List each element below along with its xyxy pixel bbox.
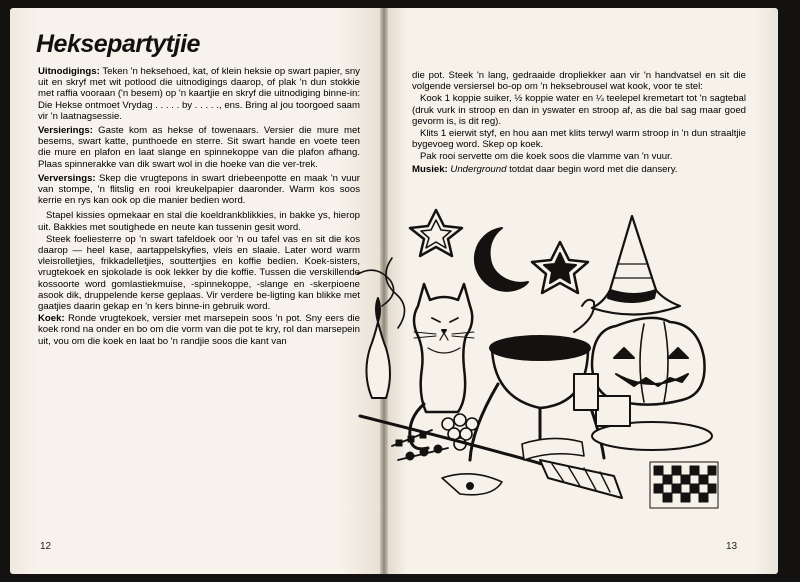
versierings-label: Versierings: xyxy=(38,125,93,137)
musiek-paragraph xyxy=(412,164,746,175)
koppie-paragraph: Kook 1 koppie suiker, ½ koppie water en ¼ teelepel kremetart tot 'n sagtebal (druk vurk in stroop en dan in yswater en stroop af, as die bal sag maar goed gevorm is, is dit reg). xyxy=(412,93,746,127)
black-cat-icon xyxy=(414,284,472,412)
musiek-text: totdat daar begin word met die dansery. xyxy=(509,163,678,175)
candle-icon xyxy=(366,322,390,398)
crescent-moon-icon xyxy=(475,228,528,291)
musiek-label: Musiek: xyxy=(412,163,448,175)
musiek-song-title: Underground xyxy=(450,163,507,175)
uitnodigings-paragraph xyxy=(38,66,360,122)
left-page-number: 12 xyxy=(40,541,52,552)
page-title: Heksepartytjie xyxy=(36,30,200,58)
pak-paragraph: Pak rooi servette om die koek soos die vlamme van 'n vuur. xyxy=(420,151,673,163)
uitnodigings-text: Teken 'n heksehoed, kat, of klein heksie op swart papier, sny uit en skryf met wit potlood die uitnodigings daarop, of plak 'n dun stokkie met raffia vooraan ('n besem) op 'n kaartjie en skryf die uitnodiging binne-in: Die Hekse ontmoet Vrydag . . . . . by . . . . ., ens. Bring al jou toorgoed saam vir 'n laatnagsessie. xyxy=(38,66,360,122)
klits-paragraph: Klits 1 eierwit styf, en hou aan met klits terwyl warm stroop in 'n dun straaltjie bygevoeg word. Skep op koek. xyxy=(412,128,746,151)
verversings-paragraph xyxy=(38,173,360,207)
koek-text: Ronde vrugtekoek, versier met marsepein soos 'n pot. Sny eers die koek rond na onder en bo om die vorm van die pot te kry, rol dan marsepein uit, vou om die koek en laat bo 'n randjie soos die kant van xyxy=(38,313,360,347)
stapel-paragraph: Stapel kissies opmekaar en stal die koeldrankblikkies, in bakke ys, hierop uit. Bakkies met soutighede en neute kan tussenin gesit word. xyxy=(38,210,360,233)
pumpkin-icon xyxy=(592,318,705,405)
versierings-paragraph xyxy=(38,125,360,170)
right-text-column xyxy=(412,70,746,176)
star-left-icon xyxy=(410,210,462,256)
verversings-text: Skep die vrugtepons in swart driebeenpotte en maak 'n vuur van stompe, 'n flitslig en rooi kreukelpapier daaronder. Warm kos soos kerrie en rys kan ook op die manier bedien word. xyxy=(38,172,360,207)
left-text-column xyxy=(38,66,360,350)
koek-paragraph xyxy=(38,313,360,347)
right-page-number: 13 xyxy=(726,541,738,552)
koek-label: Koek: xyxy=(38,313,65,325)
versierings-text: Gaste kom as hekse of towenaars. Versier die mure met besems, swart katte, punthoede en sterre. Sit swart hande en voete teen die mure en plafon en laat slange en spinnekoppe van die plafon afhang. Plaas spinnerakke van dik swart wol in die hoeke van die ver-trek. xyxy=(38,125,360,170)
witch-party-illustration xyxy=(352,198,742,528)
steek-paragraph: Steek foeliesterre op 'n swart tafeldoek oor 'n ou tafel vas en sit die kos daarop — heel kase, aartappelskyfies, vleis en slaaie. Later word warm vleisrolletjies, frikkadelletjies, souttertjies en koffie bedien. Koek-sisters, vrugtekoek en sjokolade is ook lekker by die koffie. Tussen die verskillende kossoorte word gomlastiekmuise, -spinnekoppe, -slange en -skerpioene asook dik, druppelende kerse geplaas. Vir verdere be-ligting kan blikke met gaatjies daarin gekap en 'n kers binne-in gebruik word. xyxy=(38,233,360,313)
checkered-tray-icon xyxy=(650,462,718,508)
verversings-label: Verversings: xyxy=(38,172,96,184)
uitnodigings-label: Uitnodigings: xyxy=(38,66,100,77)
pot-paragraph: die pot. Steek 'n lang, gedraaide dropliekker aan vir 'n handvatsel en sit die volgende versiersel bo-op om 'n heksebrousel wat kook, voor te stel: xyxy=(412,70,746,93)
